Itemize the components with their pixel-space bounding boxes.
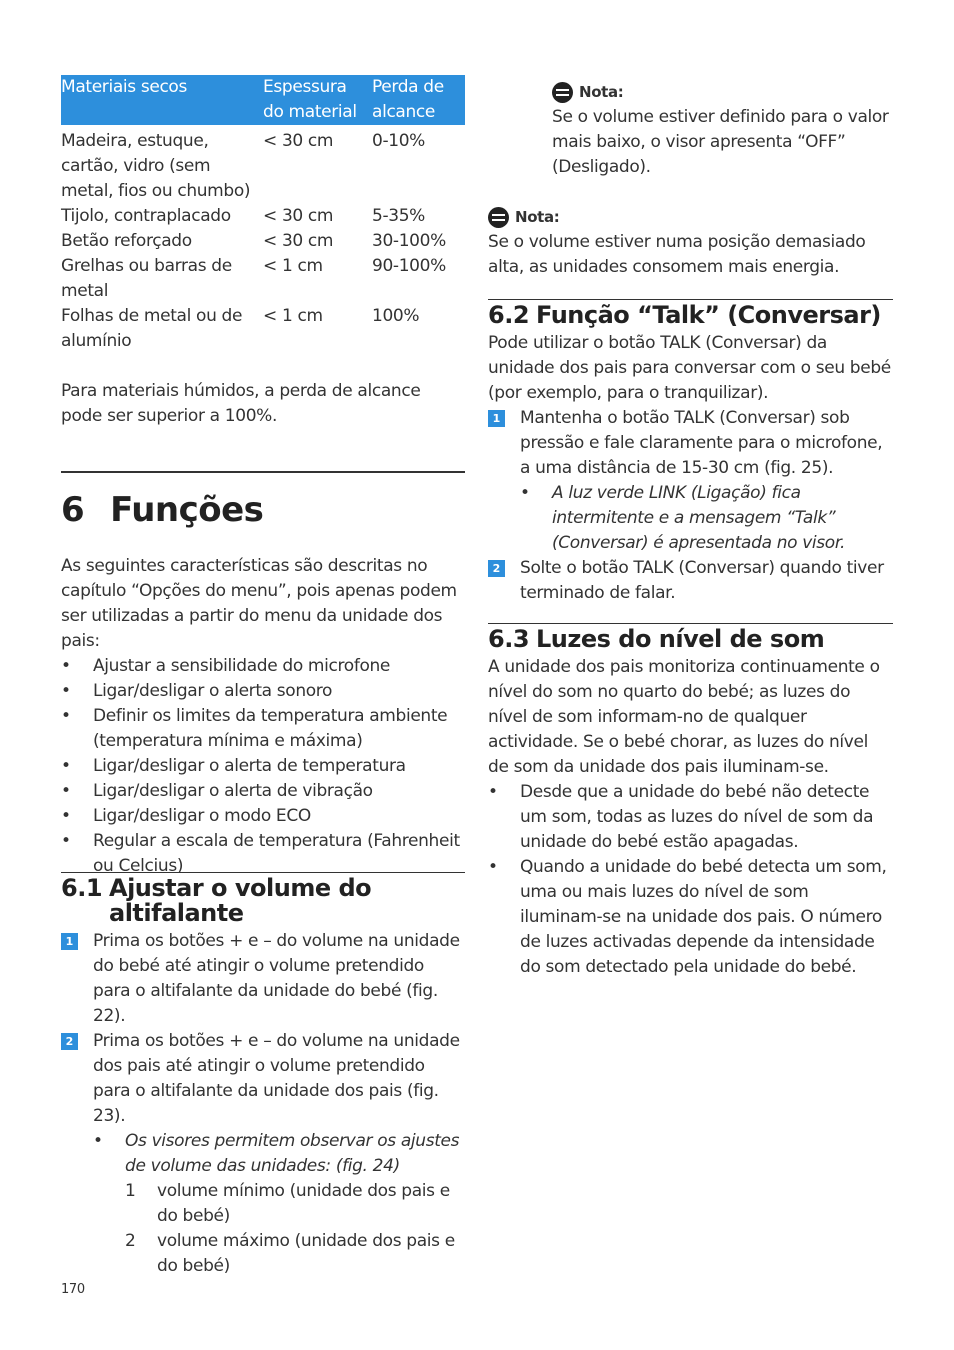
- table-cell: 100%: [372, 306, 420, 326]
- step-text: Solte o botão TALK (Conversar) quando tiver terminado de falar.: [520, 558, 884, 603]
- table-cell: < 30 cm: [263, 131, 334, 151]
- sound-lights-list: [488, 780, 893, 980]
- table-header-thickness: Espessura do material: [263, 75, 372, 125]
- section-intro: A unidade dos pais monitoriza continuamente o nível do som no quarto do bebé; as luzes do nível de som informam-no de qualquer actividade. Se o bebé chorar, as luzes do nível de som da unidade dos pais iluminam-se.: [488, 657, 880, 777]
- table-cell: 90-100%: [372, 256, 446, 276]
- section-title-line: Ajustar o volume do: [109, 874, 372, 902]
- table-cell: Folhas de metal ou de alumínio: [61, 306, 243, 351]
- section-number: 6.2: [488, 301, 530, 329]
- features-list: [61, 654, 465, 879]
- table-cell: Madeira, estuque, cartão, vidro (sem metal, fios ou chumbo): [61, 131, 251, 201]
- list-item: [61, 1229, 465, 1279]
- note-text: Se o volume estiver numa posição demasiado alta, as unidades consomem mais energia.: [488, 232, 866, 277]
- step-text: Prima os botões + e – do volume na unidade dos pais até atingir o volume pretendido para o altifalante da unidade dos pais (fig. 23).: [93, 1031, 460, 1126]
- chapter-rule: [61, 471, 465, 473]
- table-cell: < 1 cm: [263, 256, 323, 276]
- step-1: [488, 406, 893, 481]
- table-header-row: [61, 75, 465, 125]
- table-cell: < 30 cm: [263, 231, 334, 251]
- item-text: volume máximo (unidade dos pais e do bebé): [157, 1231, 455, 1276]
- item-number: 1: [125, 1181, 136, 1201]
- step-2: [488, 556, 893, 606]
- table-cell: Grelhas ou barras de metal: [61, 256, 232, 301]
- section-number: 6.1: [61, 874, 103, 902]
- section-6-2: [488, 299, 893, 606]
- table-cell: < 30 cm: [263, 206, 334, 226]
- materials-table: [61, 75, 465, 354]
- page-number: 170: [61, 1282, 85, 1297]
- chapter-intro-block: [61, 554, 465, 879]
- step-number-badge: 2: [61, 1033, 78, 1050]
- table-cell: Betão reforçado: [61, 231, 192, 251]
- note-label: Nota:: [515, 208, 560, 226]
- table-row: [61, 204, 465, 229]
- section-number: 6.3: [488, 625, 530, 653]
- table-row: [61, 125, 465, 204]
- list-item: • Ligar/desligar o alerta de vibração: [61, 779, 465, 804]
- item-number: 2: [125, 1231, 136, 1251]
- table-cell: 30-100%: [372, 231, 446, 251]
- note-text: Se o volume estiver definido para o valor mais baixo, o visor apresenta “OFF” (Desligado).: [552, 107, 889, 177]
- table-row: [61, 254, 465, 304]
- wet-materials-note: Para materiais húmidos, a perda de alcance pode ser superior a 100%.: [61, 381, 421, 426]
- table-row: [61, 304, 465, 354]
- table-header-range-loss: Perda de alcance: [372, 75, 465, 125]
- section-title-line: Luzes do nível de som: [536, 625, 825, 653]
- step-text: Prima os botões + e – do volume na unidade do bebé até atingir o volume pretendido para o altifalante da unidade do bebé (fig. 22).: [93, 931, 460, 1026]
- step-sub-bullet: • Os visores permitem observar os ajustes de volume das unidades: (fig. 24): [61, 1129, 465, 1179]
- list-item: [61, 1179, 465, 1229]
- list-item: • Quando a unidade do bebé detecta um som, uma ou mais luzes do nível de som iluminam-se na unidade dos pais. O número de luzes activadas depende da intensidade do som detectado pela unidade do bebé.: [488, 855, 893, 980]
- step-number-badge: 1: [488, 410, 505, 427]
- table-cell: 0-10%: [372, 131, 425, 151]
- note-icon: [552, 82, 573, 103]
- table-row: [61, 229, 465, 254]
- table-cell: 5-35%: [372, 206, 425, 226]
- note-2: [488, 205, 893, 280]
- section-6-3: [488, 623, 893, 980]
- step-sub-bullet: • A luz verde LINK (Ligação) fica intermitente e a mensagem “Talk” (Conversar) é apresentada no visor.: [488, 481, 893, 556]
- chapter-intro: As seguintes características são descritas no capítulo “Opções do menu”, pois apenas podem ser utilizadas a partir do menu da unidade dos pais:: [61, 556, 457, 651]
- step-number-badge: 2: [488, 560, 505, 577]
- table-cell: < 1 cm: [263, 306, 323, 326]
- chapter-title: [61, 490, 263, 530]
- note-label: Nota:: [579, 83, 624, 101]
- note-icon: [488, 207, 509, 228]
- section-title-line: altifalante: [109, 899, 244, 927]
- list-item: • Definir os limites da temperatura ambiente (temperatura mínima e máxima): [61, 704, 465, 754]
- step-text: Mantenha o botão TALK (Conversar) sob pressão e fale claramente para o microfone, a uma distância de 15-30 cm (fig. 25).: [520, 408, 883, 478]
- note-1: [552, 80, 892, 180]
- step-1: [61, 929, 465, 1029]
- section-6-1-title: [61, 876, 465, 926]
- section-6-1: [61, 872, 465, 1279]
- section-6-2-title: [488, 303, 893, 328]
- section-intro: Pode utilizar o botão TALK (Conversar) da unidade dos pais para conversar com o seu bebé (por exemplo, para o tranquilizar).: [488, 333, 891, 403]
- table-cell: Tijolo, contraplacado: [61, 206, 231, 226]
- section-6-3-title: [488, 627, 893, 652]
- step-2: [61, 1029, 465, 1129]
- step-number-badge: 1: [61, 933, 78, 950]
- chapter-number: 6: [61, 490, 85, 530]
- section-title-line: Função “Talk” (Conversar): [536, 301, 881, 329]
- list-item: • Ajustar a sensibilidade do microfone: [61, 654, 465, 679]
- item-text: volume mínimo (unidade dos pais e do bebé): [157, 1181, 450, 1226]
- list-item: • Desde que a unidade do bebé não detecte um som, todas as luzes do nível de som da unidade do bebé estão apagadas.: [488, 780, 893, 855]
- list-item: • Ligar/desligar o modo ECO: [61, 804, 465, 829]
- list-item: • Ligar/desligar o alerta sonoro: [61, 679, 465, 704]
- table-header-material: Materiais secos: [61, 75, 263, 125]
- chapter-title-text: Funções: [110, 490, 264, 530]
- list-item: • Ligar/desligar o alerta de temperatura: [61, 754, 465, 779]
- list-item: • Regular a escala de temperatura (Fahrenheit ou Celcius): [61, 829, 465, 879]
